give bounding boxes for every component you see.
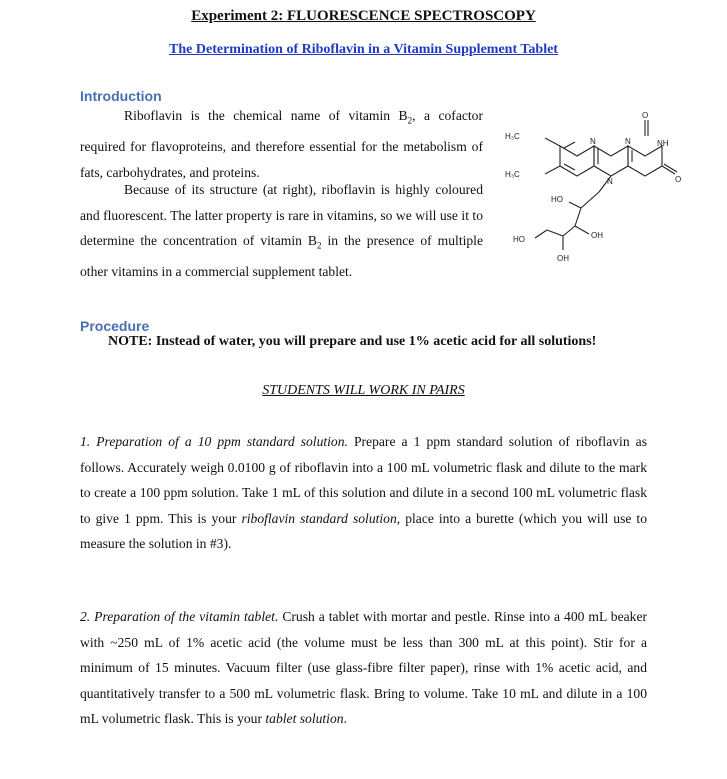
- ho-label-left: HO: [513, 235, 525, 244]
- n-label-top: N: [590, 137, 596, 146]
- h3c-label-1: H₃C: [505, 132, 520, 141]
- procedure-step-2: [80, 604, 647, 732]
- procedure-heading: Procedure: [80, 318, 150, 334]
- o-label-top: O: [642, 111, 649, 120]
- intro-p2-text-b: in the presence of multiple other vitamins in a commercial supplement tablet.: [80, 233, 483, 280]
- h3c-label-2: H₃C: [505, 170, 520, 179]
- introduction-heading: Introduction: [80, 88, 162, 104]
- intro-p2-subscript: 2: [317, 240, 322, 251]
- ho-label-top: HO: [551, 195, 563, 204]
- pairs-notice: STUDENTS WILL WORK IN PAIRS: [262, 383, 465, 398]
- step-1-text-a: Prepare a 1 ppm standard solution of riboflavin as follows. Accurately weigh 0.0100 g of riboflavin into a 100 mL volumetric flask and dilute to the mark to create a 100 ppm solution. Take 1 mL of this solution and dilute in a second 100 mL volumetric flask to give 1 ppm. This is your: [80, 434, 647, 526]
- oh-label-bottom: OH: [557, 254, 569, 263]
- intro-paragraph-2: [80, 177, 483, 285]
- oh-label-right: OH: [591, 231, 603, 240]
- procedure-note: NOTE: Instead of water, you will prepare and use 1% acetic acid for all solutions!: [108, 334, 597, 349]
- intro-p2-text-a: Because of its structure (at right), riboflavin is highly coloured and fluorescent. The latter property is rare in vitamins, so we will use it to determine the concentration of vitamin B: [80, 182, 483, 248]
- n-label-bottom: N: [607, 177, 613, 186]
- step-2-text-a: Crush a tablet with mortar and pestle. Rinse into a 400 mL beaker with ~250 mL of 1% acetic acid (the volume must be less than 300 mL at this point). Stir for a minimum of 15 minutes. Vacuum filter (use glass-fibre filter paper), rinse with 1% acetic acid, and quantitatively transfer to a 500 mL volumetric flask. Bring to volume. Take 10 mL and dilute in a 100 mL volumetric flask. This is your: [80, 609, 647, 726]
- n-label-right-ring: N: [625, 137, 631, 146]
- document-title: Experiment 2: FLUORESCENCE SPECTROSCOPY: [191, 8, 536, 24]
- intro-p1-text-a: Riboflavin is the chemical name of vitamin B: [124, 108, 408, 123]
- step-2-emphasis: tablet solution: [265, 711, 344, 726]
- step-2-text-b: .: [343, 711, 347, 726]
- step-1-emphasis: riboflavin standard solution: [241, 510, 397, 526]
- procedure-step-1: [80, 429, 647, 557]
- nh-label: NH: [657, 139, 669, 148]
- document-subtitle: The Determination of Riboflavin in a Vitamin Supplement Tablet: [169, 42, 558, 57]
- riboflavin-structure-image: [495, 108, 695, 273]
- intro-paragraph-1: [80, 103, 483, 185]
- step-1-title: 1. Preparation of a 10 ppm standard solution.: [80, 434, 348, 449]
- step-1-text-b: , place into a burette (which you will use to measure the solution in #3).: [80, 510, 648, 551]
- intro-p1-text-b: , a cofactor required for flavoproteins, and therefore essential for the metabolism of fats, carbohydrates, and proteins.: [80, 108, 483, 180]
- o-label-right: O: [675, 175, 682, 184]
- step-2-title: 2. Preparation of the vitamin tablet.: [80, 609, 279, 624]
- intro-p1-subscript: 2: [407, 115, 413, 126]
